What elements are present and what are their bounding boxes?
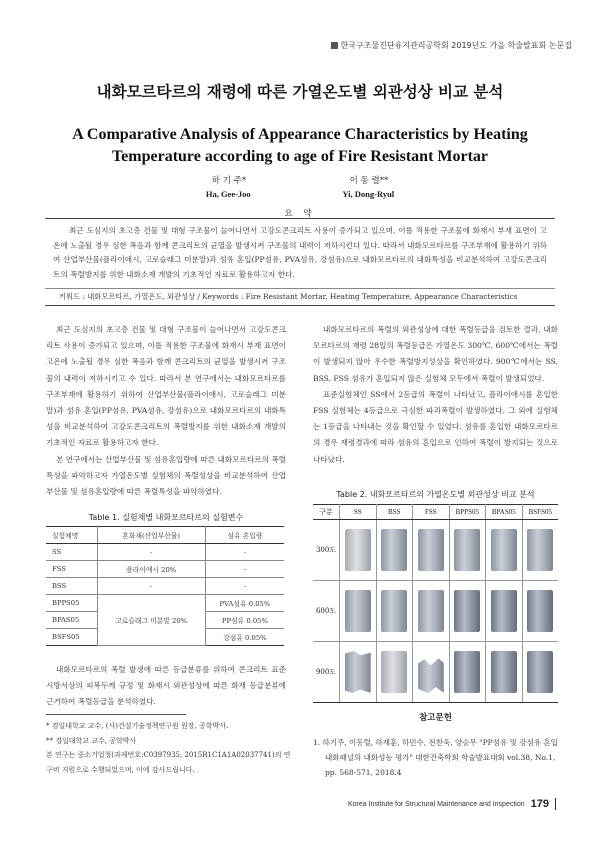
abstract-box — [45, 218, 555, 306]
table2-row-label: 900도 — [313, 642, 340, 703]
table2-row-label: 300도 — [313, 520, 340, 581]
left-column-after-table — [46, 662, 286, 711]
footnote-divider — [46, 714, 186, 715]
table1-cell: BPAS05 — [46, 612, 97, 629]
specimen-photo — [345, 651, 371, 693]
paragraph: 최근 도심지의 초고층 건물 및 대형 구조물이 늘어나면서 고강도콘크리트 사용이 증가되고 있으며, 이를 적용한 구조물에 화재시 부재 표면이 고온에 노출될 경우 심한 폭음과 함께 콘크리트의 균열을 발생시켜 구조물의 내력이 저하시키고 수 있다. 따라서 본 연구에서는 내화모르타르를 구조부재에 활용하기 위하여 산업부산물(플라이애시, 고로슬래그 미분말)과 섬유 혼입(PP섬유, PVA섬유, 강섬유)으로 내화모르타르의 내화특성을 비교분석하여 고강도콘크리트의 폭렬방지를 위한 내화소재 개발의 기초적인 자료로 활용하고자 한다. — [46, 325, 286, 448]
table1-cell: 플라이애시 20% — [97, 561, 205, 578]
specimen-photo — [418, 590, 444, 632]
table1-cell: - — [205, 544, 284, 561]
specimen-photo — [418, 651, 444, 693]
specimen-photo — [381, 529, 407, 571]
abstract-heading: 요 약 — [284, 209, 316, 219]
reference-item: 1. 하기주, 이동렬, 하재훈, 하민수, 전찬욱, 양승무 "PP섬유 및 강섬유 혼입 내화패널의 내화성능 평가" 대한건축학회 학술발표대회 vol.38, No.1, pp. 568-571, 2018.4 — [313, 738, 558, 777]
author-2-ko: 이 동 렬** — [349, 176, 389, 186]
paragraph: 내화모르타르의 폭렬 발생에 따른 등급분류를 위하여 콘크리트 표준 시방서상의 피복두께 규정 및 화재시 외관성상에 따른 화재 등급분류에 근거하여 폭렬등급을 분석하였다. — [46, 665, 286, 707]
authors — [160, 174, 440, 199]
specimen-photo — [491, 590, 517, 632]
specimen-photo — [527, 651, 553, 693]
table2-header: BSS — [376, 505, 413, 520]
title-english: A Comparative Analysis of Appearance Characteristics by Heating Temperature according to age of Fire Resistant Mortar — [72, 126, 528, 165]
specimen-photo — [345, 590, 371, 632]
table2-caption: Table 2. 내화모르타르의 가열온도별 외관성상 비교 분석 — [336, 490, 535, 499]
specimen-photo — [454, 651, 480, 693]
specimen-photo — [381, 590, 407, 632]
paragraph: 내화모르타르의 폭렬의 외관성상에 대한 폭렬등급을 검토한 결과, 내화모르타르의 재령 28일의 폭렬등급은 가열온도 300℃, 600℃에서는 폭렬이 발생되지 않아 우수한 폭렬방지성상을 확인하였다. 900℃에서는 SS, BSS, FSS 섬유가 혼입되지 않은 실험체 모두에서 폭렬이 발생되었다. — [313, 325, 558, 383]
paragraph: 본 연구에서는 산업부산물 및 섬유혼입량에 따른 내화모르타르의 폭렬 특성을 파악하고자 가열온도별 실험체의 폭렬성상을 비교분석하여 산업부산물 및 섬유혼입량에 따른 폭렬특성을 파악하였다. — [46, 454, 286, 497]
table1-cell: PP섬유 0.05% — [205, 612, 284, 629]
table2-header: BPPS05 — [449, 505, 486, 520]
table1-cell: PVA섬유 0.05% — [205, 595, 284, 612]
table1-cell: - — [205, 561, 284, 578]
author-1-ko: 하 기 주* — [211, 176, 247, 186]
table1-cell: BSFS05 — [46, 629, 97, 646]
specimen-photo — [527, 529, 553, 571]
footnote: 본 연구는 중소기업청(과제번호:C0397935, 2015R1C1A1A02037741)의 연구비 지원으로 수행되었으며, 이에 감사드립니다. — [46, 751, 291, 774]
right-column-text — [313, 322, 558, 468]
left-column-intro — [46, 322, 286, 500]
page-number: 179 — [530, 798, 549, 810]
table2-header: SS — [340, 505, 377, 520]
specimen-photo — [381, 651, 407, 693]
footnote: * 경일대학교 교수, (사)건설기술정책연구원 원장, 공학박사. — [46, 722, 229, 730]
table2 — [313, 504, 558, 703]
table2-header: BPAS05 — [486, 505, 523, 520]
specimen-photo — [491, 529, 517, 571]
specimen-photo — [454, 590, 480, 632]
table2-header: 구분 — [313, 505, 340, 520]
table2-header: FSS — [413, 505, 450, 520]
running-header-text: 한국구조물진단유지관리공학회 2019년도 가을 학술발표회 논문집 — [340, 41, 572, 50]
table1-cell: 고로슬래그 미분말 20% — [97, 595, 205, 646]
author-1-en: Ha, Gee-Joo — [205, 189, 251, 199]
specimen-photo — [454, 529, 480, 571]
table1-cell: - — [205, 578, 284, 595]
table1-cell: FSS — [46, 561, 97, 578]
table2-row-label: 600도 — [313, 581, 340, 642]
footnotes — [46, 714, 296, 777]
specimen-photo — [527, 590, 553, 632]
footer-divider — [555, 798, 556, 810]
table2-header: BSFS05 — [522, 505, 558, 520]
table1-cell: BPPS05 — [46, 595, 97, 612]
specimen-photo — [418, 529, 444, 571]
table1-cell: 강섬유 0.05% — [205, 629, 284, 646]
page-footer — [348, 798, 556, 810]
table1-cell: SS — [46, 544, 97, 561]
abstract-text: 최근 도심지의 초고층 건물 및 대형 구조물이 늘어나면서 고강도콘크리트 사용이 증가되고 있으며, 이를 적용한 구조물에 화재시 부재 표면이 고온에 노출될 경우 심한 폭음과 함께 콘크리트의 균열을 발생시켜 구조물의 내력이 저하시킨다 있다. 따라서 내화모르타르를 구조부재에 활용하기 위하여 산업부산물(플라이애시, 고로슬래그 미분말)과 섬유 혼입(PP섬유, PVA섬유, 강섬유)으로 내화모르타르의 내화특성을 비교분석하여 고강도콘크리트의 폭렬방지를 위한 내화소재 개발의 기초적인 자료로 활용하고자 한다. — [53, 226, 547, 279]
table1-cell: BSS — [46, 578, 97, 595]
table1-header: 섬유 혼입량 — [205, 527, 284, 544]
table1 — [46, 526, 284, 646]
author-2-en: Yi, Dong-Ryul — [342, 189, 395, 199]
document-icon — [331, 42, 338, 49]
keywords: 키워드 : 내화모르타르, 가열온도, 외관성상 / Keywords : Fire Resistant Mortar, Heating Temperature, Appearance Characteristics — [45, 288, 555, 305]
paragraph: 표준실험체인 SS에서 2등급의 폭렬이 나타났고, 플라이애시를 혼입한 FSS 실험체는 4등급으로 극심한 파괴폭렬이 발생하였다. 그 외에 실험체는 1등급을 나타내는 것을 확인할 수 있었다. 섬유를 혼입한 내화모르타르의 경우 재령경과에 따라 섬유의 혼입으로 인하여 폭렬이 방지되는 것으로 나타났다. — [313, 389, 558, 464]
table1-header: 실험체명 — [46, 527, 97, 544]
specimen-photo — [345, 529, 371, 571]
references-heading: 참고문헌 — [419, 713, 452, 723]
specimen-photo — [491, 651, 517, 693]
table1-cell: - — [97, 578, 205, 595]
table1-header: 혼화재(산업부산물) — [97, 527, 205, 544]
footnote: ** 경일대학교 교수, 공학박사 — [46, 736, 137, 745]
table1-cell: - — [97, 544, 205, 561]
footer-text: Korea Institute for Structural Maintenance and Inspection — [347, 800, 525, 808]
table1-caption: Table 1. 실험체별 내화모르타르의 실험변수 — [88, 513, 244, 522]
running-header — [331, 40, 572, 51]
title-korean: 내화모르타르의 재령에 따른 가열온도별 외관성상 비교 분석 — [96, 83, 504, 101]
